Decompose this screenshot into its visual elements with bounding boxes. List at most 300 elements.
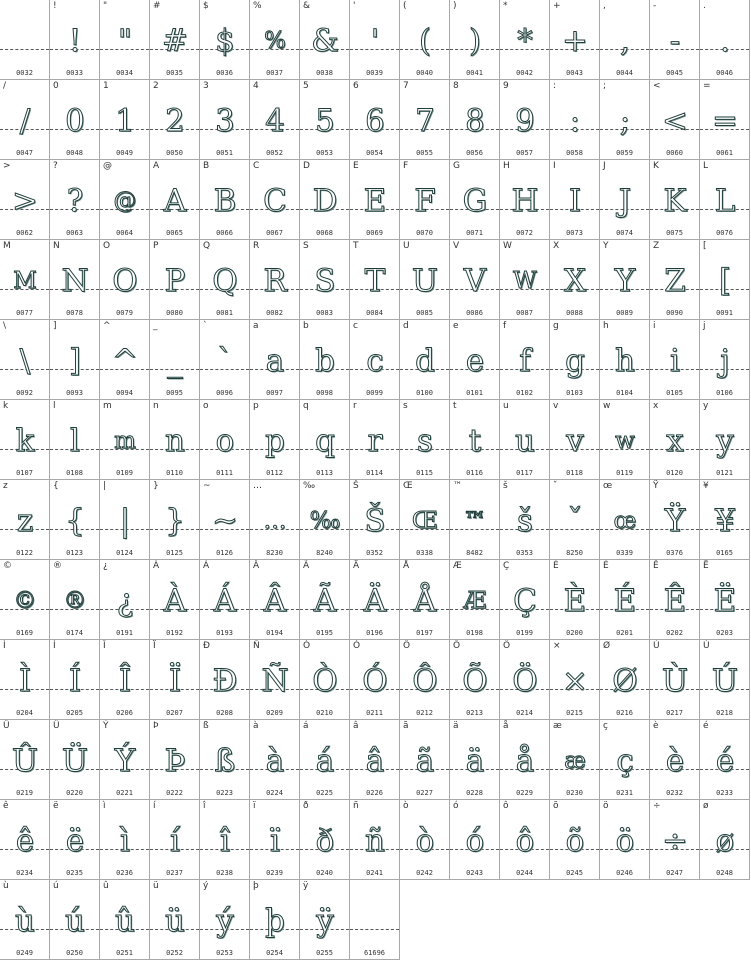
glyph-sample: l — [70, 423, 79, 459]
glyph-label: á — [303, 721, 309, 731]
glyph-code: 0046 — [716, 69, 733, 77]
glyph-cell[interactable] — [100, 880, 150, 960]
glyph-sample: H — [511, 183, 538, 219]
glyph-cell[interactable] — [700, 400, 750, 480]
glyph-code: 0219 — [16, 789, 33, 797]
glyph-cell[interactable] — [200, 480, 250, 560]
glyph-cell[interactable] — [400, 320, 450, 400]
glyph-sample: j — [720, 343, 729, 379]
glyph-cell[interactable] — [600, 560, 650, 640]
glyph-cell[interactable] — [550, 800, 600, 880]
glyph-sample: E — [363, 183, 386, 219]
glyph-cell[interactable] — [500, 560, 550, 640]
glyph-cell[interactable] — [250, 480, 300, 560]
glyph-cell[interactable] — [250, 80, 300, 160]
glyph-cell[interactable] — [600, 320, 650, 400]
glyph-cell[interactable] — [200, 320, 250, 400]
glyph-sample: ( — [418, 23, 431, 59]
glyph-sample: 9 — [515, 103, 534, 139]
glyph-cell[interactable] — [600, 720, 650, 800]
glyph-cell[interactable] — [650, 480, 700, 560]
glyph-cell[interactable] — [650, 400, 700, 480]
glyph-sample: è — [665, 743, 684, 779]
glyph-sample: ó — [465, 823, 484, 859]
glyph-label: Û — [3, 721, 10, 731]
glyph-cell[interactable] — [250, 560, 300, 640]
glyph-sample: Â — [263, 583, 286, 619]
glyph-sample: Ý — [114, 743, 135, 779]
glyph-label: N — [53, 241, 60, 251]
glyph-label: Í — [53, 641, 56, 651]
glyph-label: ÷ — [653, 801, 661, 811]
glyph-cell[interactable] — [350, 480, 400, 560]
glyph-label: ì — [103, 801, 106, 811]
glyph-cell[interactable] — [0, 640, 50, 720]
glyph-cell[interactable] — [350, 80, 400, 160]
glyph-cell[interactable] — [500, 640, 550, 720]
glyph-cell[interactable] — [450, 480, 500, 560]
glyph-cell[interactable] — [450, 240, 500, 320]
glyph-cell[interactable] — [50, 640, 100, 720]
glyph-label: ã — [403, 721, 409, 731]
glyph-sample: X — [563, 263, 586, 299]
glyph-cell[interactable] — [700, 480, 750, 560]
glyph-label: Z — [653, 241, 660, 251]
glyph-cell[interactable] — [200, 0, 250, 80]
glyph-code: 0210 — [316, 709, 333, 717]
glyph-sample: Ø — [612, 663, 637, 699]
glyph-sample: ñ — [365, 823, 384, 859]
glyph-cell[interactable] — [350, 160, 400, 240]
glyph-cell[interactable] — [150, 880, 200, 960]
glyph-label: ð — [303, 801, 309, 811]
glyph-label: Ñ — [253, 641, 260, 651]
glyph-cell[interactable] — [50, 720, 100, 800]
glyph-cell[interactable] — [100, 640, 150, 720]
glyph-label: è — [653, 721, 659, 731]
glyph-cell[interactable] — [550, 480, 600, 560]
glyph-cell[interactable] — [300, 0, 350, 80]
glyph-label: w — [603, 401, 611, 411]
glyph-cell[interactable] — [700, 0, 750, 80]
glyph-sample: y — [716, 423, 733, 459]
glyph-label: ß — [203, 721, 209, 731]
glyph-cell[interactable] — [700, 720, 750, 800]
glyph-cell[interactable] — [150, 800, 200, 880]
glyph-sample: z — [16, 503, 33, 539]
glyph-cell[interactable] — [100, 480, 150, 560]
glyph-sample: ú — [65, 903, 84, 939]
glyph-label: S — [303, 241, 309, 251]
glyph-cell[interactable] — [550, 240, 600, 320]
glyph-cell[interactable] — [650, 800, 700, 880]
glyph-cell[interactable] — [150, 400, 200, 480]
glyph-cell[interactable] — [550, 560, 600, 640]
glyph-label: v — [553, 401, 559, 411]
glyph-cell[interactable] — [600, 0, 650, 80]
glyph-cell[interactable] — [0, 480, 50, 560]
glyph-cell[interactable] — [500, 240, 550, 320]
glyph-cell[interactable] — [0, 880, 50, 960]
glyph-cell[interactable] — [0, 320, 50, 400]
glyph-cell[interactable] — [550, 720, 600, 800]
glyph-cell[interactable] — [50, 800, 100, 880]
glyph-cell[interactable] — [450, 400, 500, 480]
glyph-cell[interactable] — [350, 0, 400, 80]
glyph-code: 0192 — [166, 629, 183, 637]
glyph-cell[interactable] — [500, 400, 550, 480]
glyph-cell[interactable] — [450, 0, 500, 80]
glyph-code: 0071 — [466, 229, 483, 237]
glyph-sample: $ — [215, 23, 234, 59]
glyph-label: D — [303, 161, 310, 171]
glyph-cell[interactable] — [50, 400, 100, 480]
glyph-cell[interactable] — [350, 640, 400, 720]
glyph-cell[interactable] — [50, 480, 100, 560]
glyph-cell[interactable] — [300, 720, 350, 800]
glyph-label: Ò — [303, 641, 311, 651]
glyph-label: ™ — [453, 481, 462, 491]
glyph-cell[interactable] — [700, 80, 750, 160]
glyph-cell[interactable] — [600, 480, 650, 560]
glyph-cell[interactable] — [300, 800, 350, 880]
glyph-cell[interactable] — [0, 160, 50, 240]
glyph-cell[interactable] — [650, 240, 700, 320]
glyph-code: 0206 — [116, 709, 133, 717]
glyph-code: 0081 — [216, 309, 233, 317]
glyph-cell[interactable] — [250, 0, 300, 80]
glyph-cell[interactable] — [400, 480, 450, 560]
glyph-code: 0195 — [316, 629, 333, 637]
glyph-cell[interactable] — [0, 720, 50, 800]
glyph-code: 0227 — [416, 789, 433, 797]
glyph-cell[interactable] — [100, 160, 150, 240]
glyph-cell[interactable] — [50, 240, 100, 320]
glyph-cell[interactable] — [400, 0, 450, 80]
glyph-cell[interactable] — [550, 160, 600, 240]
glyph-cell[interactable] — [250, 160, 300, 240]
glyph-label: ] — [53, 321, 57, 331]
glyph-cell[interactable] — [700, 320, 750, 400]
glyph-code: 0220 — [66, 789, 83, 797]
glyph-cell[interactable] — [350, 800, 400, 880]
glyph-label: 4 — [253, 81, 259, 91]
glyph-label: 3 — [203, 81, 209, 91]
glyph-label: > — [3, 161, 11, 171]
glyph-label: È — [553, 561, 559, 571]
glyph-sample: ‰ — [309, 508, 340, 534]
glyph-sample: K — [663, 183, 686, 219]
glyph-code: 0223 — [216, 789, 233, 797]
glyph-cell[interactable] — [450, 560, 500, 640]
glyph-cell[interactable] — [500, 0, 550, 80]
glyph-code: 0078 — [66, 309, 83, 317]
glyph-cell[interactable] — [700, 240, 750, 320]
glyph-cell[interactable] — [300, 320, 350, 400]
glyph-label: Þ — [153, 721, 159, 731]
glyph-cell[interactable] — [400, 720, 450, 800]
glyph-cell[interactable] — [100, 800, 150, 880]
glyph-sample: Ü — [61, 743, 88, 779]
glyph-label: Ì — [3, 641, 6, 651]
glyph-cell[interactable] — [150, 560, 200, 640]
glyph-cell[interactable] — [250, 400, 300, 480]
glyph-cell[interactable] — [0, 0, 50, 80]
glyph-cell[interactable] — [450, 80, 500, 160]
glyph-cell[interactable] — [300, 640, 350, 720]
glyph-sample: U — [411, 263, 438, 299]
glyph-label: Š — [353, 481, 359, 491]
glyph-cell[interactable] — [450, 160, 500, 240]
glyph-cell[interactable] — [500, 720, 550, 800]
glyph-cell[interactable] — [550, 80, 600, 160]
glyph-label: Õ — [453, 641, 461, 651]
glyph-cell[interactable] — [150, 80, 200, 160]
glyph-label: Ð — [203, 641, 210, 651]
glyph-cell[interactable] — [300, 480, 350, 560]
glyph-label: õ — [553, 801, 559, 811]
glyph-cell[interactable] — [350, 560, 400, 640]
glyph-cell[interactable] — [200, 160, 250, 240]
glyph-sample: : — [569, 103, 580, 139]
glyph-cell[interactable] — [0, 80, 50, 160]
glyph-code: 0247 — [666, 869, 683, 877]
glyph-cell[interactable] — [600, 160, 650, 240]
glyph-code: 0065 — [166, 229, 183, 237]
glyph-cell[interactable] — [50, 320, 100, 400]
glyph-label: j — [703, 321, 706, 331]
glyph-sample: Š — [364, 503, 385, 539]
glyph-code: 0198 — [466, 629, 483, 637]
glyph-cell[interactable] — [150, 640, 200, 720]
glyph-cell[interactable] — [500, 480, 550, 560]
glyph-cell[interactable] — [400, 80, 450, 160]
glyph-cell[interactable] — [100, 720, 150, 800]
glyph-cell[interactable] — [400, 400, 450, 480]
glyph-cell[interactable] — [200, 400, 250, 480]
glyph-label: d — [403, 321, 409, 331]
glyph-cell[interactable] — [650, 160, 700, 240]
glyph-cell[interactable] — [200, 560, 250, 640]
glyph-cell[interactable] — [700, 640, 750, 720]
glyph-code: 0069 — [366, 229, 383, 237]
glyph-label: g — [553, 321, 559, 331]
glyph-cell[interactable] — [650, 80, 700, 160]
glyph-sample: ò — [415, 823, 434, 859]
glyph-sample: ] — [68, 343, 81, 379]
glyph-code: 0124 — [116, 549, 133, 557]
glyph-code: 0112 — [266, 469, 283, 477]
glyph-cell[interactable] — [500, 160, 550, 240]
glyph-cell[interactable] — [150, 320, 200, 400]
glyph-cell[interactable] — [400, 160, 450, 240]
glyph-code: 0054 — [366, 149, 383, 157]
glyph-cell[interactable] — [450, 640, 500, 720]
glyph-cell[interactable] — [100, 560, 150, 640]
glyph-cell[interactable] — [300, 400, 350, 480]
glyph-code: 0052 — [266, 149, 283, 157]
glyph-cell[interactable] — [250, 880, 300, 960]
glyph-sample: Î — [118, 663, 131, 699]
glyph-sample: c — [366, 343, 383, 379]
glyph-code: 0224 — [266, 789, 283, 797]
glyph-cell[interactable] — [50, 560, 100, 640]
glyph-label: ÿ — [303, 881, 309, 891]
glyph-code: 0079 — [116, 309, 133, 317]
glyph-cell[interactable] — [50, 160, 100, 240]
glyph-cell[interactable] — [100, 320, 150, 400]
glyph-code: 0207 — [166, 709, 183, 717]
glyph-code: 0126 — [216, 549, 233, 557]
glyph-label: % — [253, 1, 262, 11]
glyph-cell[interactable] — [100, 400, 150, 480]
glyph-cell[interactable] — [200, 720, 250, 800]
glyph-cell[interactable] — [400, 560, 450, 640]
glyph-code: 0049 — [116, 149, 133, 157]
glyph-cell[interactable] — [300, 560, 350, 640]
glyph-label: z — [3, 481, 8, 491]
glyph-cell[interactable] — [600, 400, 650, 480]
glyph-cell[interactable] — [50, 880, 100, 960]
glyph-cell[interactable] — [200, 800, 250, 880]
glyph-label: p — [253, 401, 259, 411]
glyph-cell[interactable] — [600, 640, 650, 720]
glyph-code: 0217 — [666, 709, 683, 717]
glyph-code: 0075 — [666, 229, 683, 237]
glyph-cell[interactable] — [300, 240, 350, 320]
glyph-sample: î — [220, 823, 229, 859]
glyph-label: Ù — [653, 641, 660, 651]
glyph-cell[interactable] — [350, 240, 400, 320]
glyph-cell[interactable] — [450, 720, 500, 800]
glyph-cell[interactable] — [550, 640, 600, 720]
glyph-cell[interactable] — [150, 0, 200, 80]
glyph-sample: @ — [113, 188, 136, 214]
glyph-sample: 0 — [65, 103, 84, 139]
glyph-cell[interactable] — [550, 400, 600, 480]
glyph-cell[interactable] — [150, 240, 200, 320]
glyph-cell[interactable] — [700, 800, 750, 880]
glyph-label: u — [503, 401, 509, 411]
glyph-code: 0033 — [66, 69, 83, 77]
glyph-cell[interactable] — [150, 480, 200, 560]
glyph-cell[interactable] — [0, 800, 50, 880]
glyph-label: " — [103, 1, 108, 11]
glyph-label: … — [253, 481, 262, 491]
glyph-cell[interactable] — [700, 560, 750, 640]
glyph-sample: - — [669, 23, 680, 59]
glyph-cell[interactable] — [150, 160, 200, 240]
glyph-code: 0090 — [666, 309, 683, 317]
glyph-cell[interactable] — [550, 320, 600, 400]
glyph-code: 0077 — [16, 309, 33, 317]
glyph-cell[interactable] — [0, 560, 50, 640]
glyph-cell[interactable] — [200, 240, 250, 320]
glyph-sample: È — [563, 583, 586, 619]
glyph-cell[interactable] — [700, 160, 750, 240]
glyph-cell[interactable] — [200, 640, 250, 720]
glyph-code: 0238 — [216, 869, 233, 877]
glyph-cell[interactable] — [250, 800, 300, 880]
glyph-cell[interactable] — [350, 720, 400, 800]
glyph-cell[interactable] — [500, 800, 550, 880]
glyph-label: q — [303, 401, 309, 411]
glyph-code: 0070 — [416, 229, 433, 237]
glyph-cell[interactable] — [650, 320, 700, 400]
glyph-code: 0048 — [66, 149, 83, 157]
glyph-cell[interactable] — [350, 400, 400, 480]
glyph-code: 0085 — [416, 309, 433, 317]
glyph-label: * — [503, 1, 508, 11]
glyph-cell[interactable] — [500, 80, 550, 160]
glyph-cell[interactable] — [250, 720, 300, 800]
glyph-cell[interactable] — [50, 0, 100, 80]
glyph-cell[interactable] — [650, 720, 700, 800]
glyph-cell[interactable] — [450, 800, 500, 880]
glyph-label: n — [153, 401, 159, 411]
glyph-cell[interactable] — [400, 640, 450, 720]
glyph-cell[interactable] — [300, 160, 350, 240]
glyph-label: J — [603, 161, 606, 171]
glyph-sample: ) — [468, 23, 481, 59]
glyph-cell[interactable] — [650, 560, 700, 640]
glyph-cell[interactable] — [300, 880, 350, 960]
glyph-cell[interactable] — [100, 0, 150, 80]
glyph-code: 0216 — [616, 709, 633, 717]
glyph-cell[interactable] — [350, 880, 400, 960]
glyph-code: 0352 — [366, 549, 383, 557]
glyph-cell[interactable] — [200, 80, 250, 160]
glyph-cell[interactable] — [400, 240, 450, 320]
glyph-cell[interactable] — [300, 80, 350, 160]
glyph-cell[interactable] — [0, 400, 50, 480]
glyph-sample: ë — [65, 823, 84, 859]
glyph-sample: š — [517, 503, 532, 539]
glyph-cell[interactable] — [600, 80, 650, 160]
glyph-sample: Æ — [463, 588, 486, 614]
glyph-cell[interactable] — [400, 800, 450, 880]
glyph-cell[interactable] — [550, 0, 600, 80]
glyph-code: 0083 — [316, 309, 333, 317]
glyph-sample: í — [170, 823, 179, 859]
glyph-cell[interactable] — [500, 320, 550, 400]
glyph-code: 0115 — [416, 469, 433, 477]
glyph-sample: ð — [315, 823, 334, 859]
glyph-cell[interactable] — [350, 320, 400, 400]
glyph-cell[interactable] — [650, 0, 700, 80]
glyph-cell[interactable] — [250, 640, 300, 720]
glyph-label: & — [303, 1, 311, 11]
glyph-cell[interactable] — [100, 80, 150, 160]
glyph-sample: Õ — [462, 663, 487, 699]
glyph-code: 0066 — [216, 229, 233, 237]
glyph-cell[interactable] — [250, 320, 300, 400]
glyph-sample: a — [265, 343, 284, 379]
glyph-cell[interactable] — [650, 640, 700, 720]
glyph-cell[interactable] — [0, 240, 50, 320]
glyph-cell[interactable] — [600, 800, 650, 880]
glyph-label: B — [203, 161, 210, 171]
glyph-code: 0106 — [716, 389, 733, 397]
glyph-cell[interactable] — [250, 240, 300, 320]
glyph-code: 0193 — [216, 629, 233, 637]
glyph-cell[interactable] — [200, 880, 250, 960]
glyph-cell[interactable] — [450, 320, 500, 400]
glyph-cell[interactable] — [150, 720, 200, 800]
glyph-cell[interactable] — [100, 240, 150, 320]
glyph-cell[interactable] — [600, 240, 650, 320]
glyph-cell[interactable] — [50, 80, 100, 160]
